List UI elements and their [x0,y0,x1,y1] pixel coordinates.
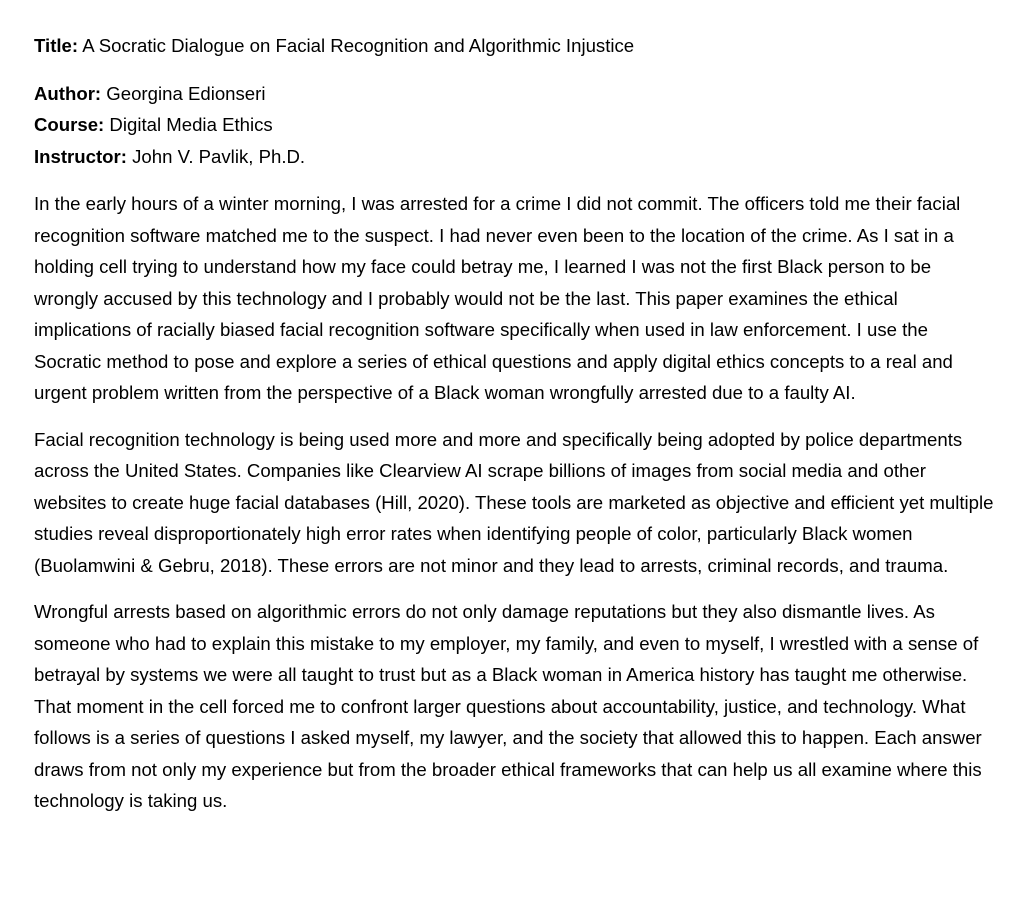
instructor-name: John V. Pavlik, Ph.D. [126,145,306,167]
author-label: Author: [34,82,102,104]
body-paragraph: Facial recognition technology is being used more and more and specifically being adopted by police departments across the United States. Companies like Clearview AI scrape billions of images from social media and other websites to create huge facial databases (Hill, 2020). These tools are marketed as objective and efficient yet multiple studies reveal disproportionately high error rates when identifying people of color, particularly Black women (Buolamwini & Gebru, 2018). These errors are not minor and they lead to arrests, criminal records, and trauma. [34,428,994,576]
course-name: Digital Media Ethics [104,114,273,135]
title-label: Title: [34,35,79,56]
document-page [34,30,994,832]
body-paragraph: Wrongful arrests based on algorithmic errors do not only damage reputations but they also dismantle lives. As someone who had to explain this mistake to my employer, my family, and even to myself, I wrestled with a sense of betrayal by systems we were all taught to trust but as a Black woman in America history has taught me otherwise. That moment in the cell forced me to confront larger questions about accountability, justice, and technology. What follows is a series of questions I asked myself, my lawyer, and the society that allowed this to happen. Each answer draws from not only my experience but from the broader ethical frameworks that can help us all examine where this technology is taking us. [34,601,982,811]
title-line [34,30,994,62]
author-line [34,78,994,110]
instructor-label: Instructor: [34,145,127,167]
course-label: Course: [34,114,105,135]
document-title: A Socratic Dialogue on Facial Recognition and Algorithmic Injustice [78,35,635,56]
author-name: Georgina Edionseri [101,82,266,104]
body-paragraph: In the early hours of a winter morning, I was arrested for a crime I did not commit. The officers told me their facial recognition software matched me to the suspect. I had never even been to the location of the crime. As I sat in a holding cell trying to understand how my face could betray me, I learned I was not the first Black person to be wrongly accused by this technology and I probably would not be the last. This paper examines the ethical implications of racially biased facial recognition software specifically when used in law enforcement. I use the Socratic method to pose and explore a series of ethical questions and apply digital ethics concepts to a real and urgent problem written from the perspective of a Black woman wrongfully arrested due to a faulty AI. [34,193,961,403]
metadata-block [34,78,994,173]
course-line [34,109,994,141]
instructor-line [34,141,994,173]
